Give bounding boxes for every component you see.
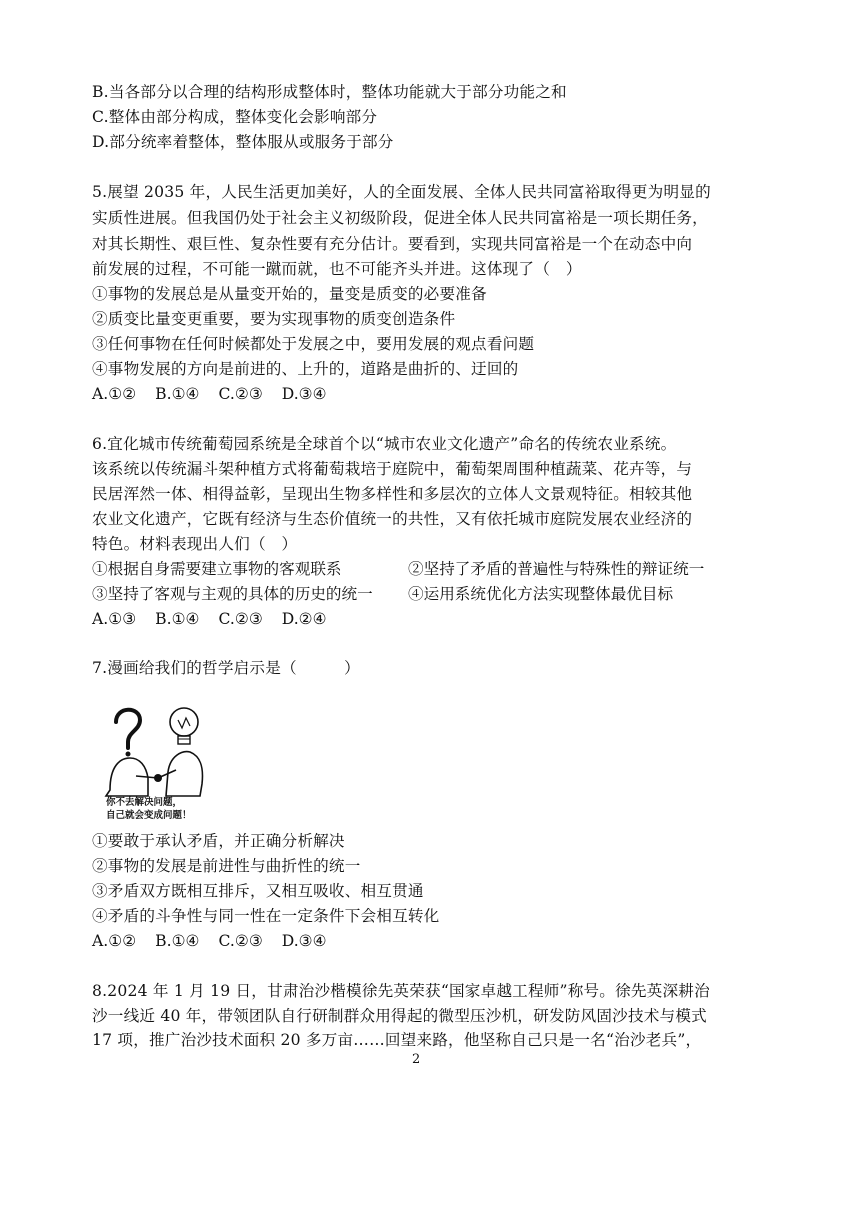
- q6-stem-line: 6.宜化城市传统葡萄园系统是全球首个以“城市农业文化遗产”命名的传统农业系统。: [92, 435, 677, 453]
- q4-option-d: D.部分统率着整体，整体服从或服务于部分: [92, 133, 394, 151]
- q5-statement: ③任何事物在任何时候都处于发展之中，要用发展的观点看问题: [92, 335, 535, 353]
- q8-stem-line: 沙一线近 40 年，带领团队自行研制群众用得起的微型压沙机，研发防风固沙技术与模式: [92, 1007, 707, 1025]
- q7-statement: ③矛盾双方既相互排斥，又相互吸收、相互贯通: [92, 882, 424, 900]
- q5-choice-b[interactable]: B.①④: [155, 385, 200, 403]
- q6-statement: ③坚持了客观与主观的具体的历史的统一: [92, 585, 373, 603]
- q7-statement: ①要敢于承认矛盾，并正确分析解决: [92, 832, 345, 850]
- q6-choice-d[interactable]: D.②④: [281, 610, 327, 628]
- q5-choice-a[interactable]: A.①②: [92, 385, 137, 403]
- q5-choice-c[interactable]: C.②③: [218, 385, 263, 403]
- q5-stem-line: 对其长期性、艰巨性、复杂性要有充分估计。要看到，实现共同富裕是一个在动态中向: [92, 235, 693, 253]
- q8-stem-line: 8.2024 年 1 月 19 日，甘肃治沙楷模徐先英荣获“国家卓越工程师”称号。徐先英深耕治: [92, 982, 710, 1000]
- q7-stem: 7.漫画给我们的哲学启示是（ ）: [92, 659, 360, 677]
- q7-statement: ②事物的发展是前进性与曲折性的统一: [92, 857, 361, 875]
- q8-stem-line: 17 项，推广治沙技术面积 20 多万亩……回望来路，他坚称自己只是一名“治沙老兵”，: [92, 1031, 702, 1049]
- q4-option-c: C.整体由部分构成，整体变化会影响部分: [92, 108, 378, 126]
- q5-statement: ②质变比量变更重要，要为实现事物的质变创造条件: [92, 310, 456, 328]
- page-number: 2: [412, 1052, 421, 1067]
- q5-stem-line: 前发展的过程，不可能一蹴而就，也不可能齐头并进。这体现了（ ）: [92, 260, 582, 278]
- q7-choice-d[interactable]: D.③④: [281, 932, 327, 950]
- q4-option-b: B.当各部分以合理的结构形成整体时，整体功能就大于部分功能之和: [92, 83, 567, 101]
- q6-choices: [92, 607, 341, 631]
- q5-stem-line: 5.展望 2035 年，人民生活更加美好，人的全面发展、全体人民共同富裕取得更为明显的: [92, 183, 711, 201]
- q6-statement: ②坚持了矛盾的普遍性与特殊性的辩证统一: [408, 560, 705, 578]
- q7-choice-b[interactable]: B.①④: [155, 932, 200, 950]
- q6-stem-line: 特色。材料表现出人们（ ）: [92, 535, 298, 553]
- q7-choice-a[interactable]: A.①②: [92, 932, 137, 950]
- q7-choice-c[interactable]: C.②③: [218, 932, 263, 950]
- q6-stem-line: 民居浑然一体、相得益彰，呈现出生物多样性和多层次的立体人文景观特征。相较其他: [92, 485, 693, 503]
- cartoon-caption-line: 你不去解决问题，: [106, 797, 183, 808]
- q6-statement: ④运用系统优化方法实现整体最优目标: [408, 585, 674, 603]
- q7-choices: [92, 929, 341, 953]
- q6-choice-c[interactable]: C.②③: [218, 610, 263, 628]
- q6-statement: ①根据自身需要建立事物的客观联系: [92, 560, 342, 578]
- q7-statement: ④矛盾的斗争性与同一性在一定条件下会相互转化: [92, 907, 440, 925]
- q5-statement: ①事物的发展总是从量变开始的，量变是质变的必要准备: [92, 285, 487, 303]
- q6-choice-a[interactable]: A.①③: [92, 610, 137, 628]
- cartoon-caption-line: 自己就会变成问题！: [106, 810, 192, 821]
- q5-choices: [92, 382, 341, 406]
- q6-stem-line: 农业文化遗产，它既有经济与生态价值统一的共性，又有依托城市庭院发展农业经济的: [92, 510, 693, 528]
- q5-choice-d[interactable]: D.③④: [281, 385, 327, 403]
- q5-stem-line: 实质性进展。但我国仍处于社会主义初级阶段，促进全体人民共同富裕是一项长期任务，: [92, 209, 708, 227]
- q5-statement: ④事物发展的方向是前进的、上升的，道路是曲折的、迂回的: [92, 360, 519, 378]
- q6-choice-b[interactable]: B.①④: [155, 610, 200, 628]
- q6-stem-line: 该系统以传统漏斗架种植方式将葡萄栽培于庭院中，葡萄架周围种植蔬菜、花卉等，与: [92, 460, 693, 478]
